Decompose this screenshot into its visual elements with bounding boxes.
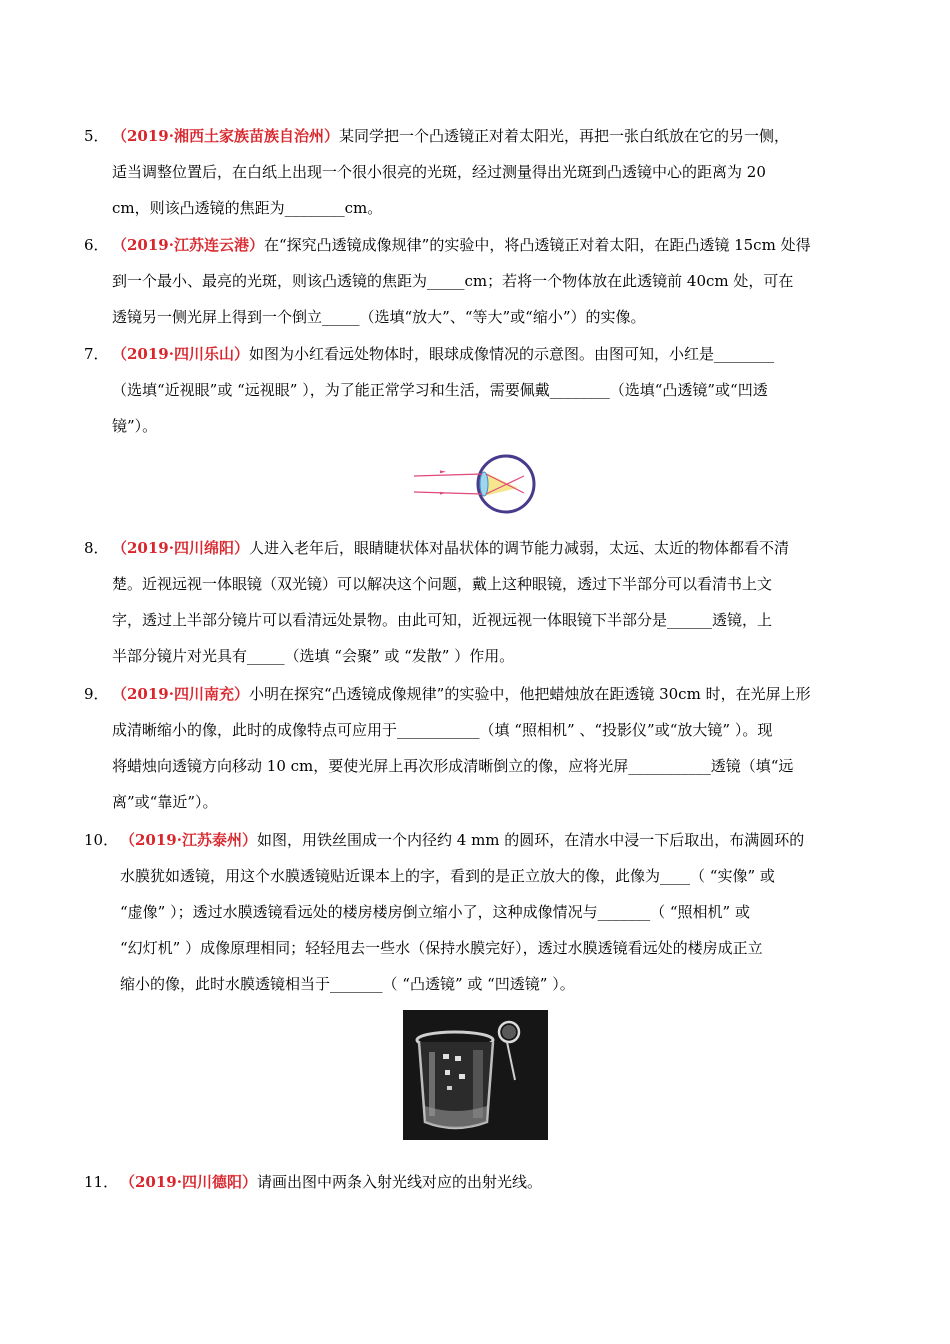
- question-line: 适当调整位置后，在白纸上出现一个很小很亮的光斑，经过测量得出光斑到凸透镜中心的距离为 20: [112, 163, 766, 181]
- question-source: （2019·四川德阳）: [120, 1173, 257, 1191]
- arrow-head-top: [440, 470, 446, 473]
- question-11: [84, 1164, 864, 1200]
- question-line: 半部分镜片对光具有_____（选填 “会聚” 或 “发散” ）作用。: [112, 647, 515, 665]
- question-5: [84, 118, 864, 226]
- question-line: 镜”）。: [112, 417, 158, 435]
- question-line: “虚像” ）；透过水膜透镜看远处的楼房楼房倒立缩小了，这种成像情况与_______（ “照相机” 或: [120, 903, 750, 921]
- question-line: [84, 118, 864, 154]
- beaker-mark: [455, 1056, 461, 1061]
- water-film: [502, 1025, 516, 1039]
- question-line: 水膜犹如透镜，用这个水膜透镜贴近课本上的字，看到的是正立放大的像，此像为____（ “实像” 或: [120, 867, 775, 885]
- question-text: 请画出图中两条入射光线对应的出射光线。: [256, 1173, 542, 1191]
- eye-lens: [480, 472, 488, 496]
- question-line: 离”或“靠近”）。: [112, 793, 218, 811]
- question-line: 将蜡烛向透镜方向移动 10 cm，要使光屏上再次形成清晰倒立的像，应将光屏___________透镜（填“远: [112, 757, 794, 775]
- question-number: 8．: [84, 539, 109, 557]
- question-text: 如图，用铁丝围成一个内径约 4 mm 的圆环，在清水中浸一下后取出，布满圆环的: [256, 831, 805, 849]
- question-line: 字，透过上半部分镜片可以看清远处景物。由此可知，近视远视一体眼镜下半部分是______透镜，上: [112, 611, 773, 629]
- question-source: （2019·四川绵阳）: [112, 539, 249, 557]
- question-line: [84, 1164, 864, 1200]
- question-number: 7．: [84, 345, 109, 363]
- question-7: [84, 336, 864, 444]
- beaker-mark: [459, 1074, 465, 1079]
- question-source: （2019·江苏泰州）: [120, 831, 257, 849]
- question-line: [84, 676, 864, 712]
- question-line: [84, 336, 864, 372]
- question-line: 透镜另一侧光屏上得到一个倒立_____（选填“放大”、“等大”或“缩小”）的实像。: [112, 308, 646, 326]
- question-line: [84, 227, 864, 263]
- question-line: 楚。近视远视一体眼镜（双光镜）可以解决这个问题，戴上这种眼镜，透过下半部分可以看清书上文: [112, 575, 773, 593]
- incident-ray-bottom: [414, 492, 482, 494]
- question-text: 在“探究凸透镜成像规律”的实验中，将凸透镜正对着太阳，在距凸透镜 15cm 处得: [263, 236, 811, 254]
- question-6: [84, 227, 864, 335]
- question-line: （选填“近视眼”或 “远视眼” ），为了能正常学习和生活，需要佩戴________（选填“凸透镜”或“凹透: [112, 381, 768, 399]
- question-text: 某同学把一个凸透镜正对着太阳光，再把一张白纸放在它的另一侧，: [338, 127, 789, 145]
- question-line: 缩小的像，此时水膜透镜相当于_______（ “凸透镜” 或 “凹透镜” ）。: [120, 975, 575, 993]
- question-number: 10．: [84, 831, 119, 849]
- eye-diagram-svg: [412, 452, 536, 516]
- eye-diagram: [412, 452, 536, 516]
- beaker-highlight: [429, 1052, 435, 1116]
- beaker-mark: [443, 1054, 449, 1059]
- question-text: 小明在探究“凸透镜成像规律”的实验中，他把蜡烛放在距透镜 30cm 时，在光屏上形: [248, 685, 811, 703]
- question-text: 如图为小红看远处物体时，眼球成像情况的示意图。由图可知，小红是________: [248, 345, 774, 363]
- question-line: cm，则该凸透镜的焦距为________cm。: [112, 199, 383, 217]
- question-line: “幻灯机” ）成像原理相同；轻轻甩去一些水（保持水膜完好），透过水膜透镜看远处的楼房成正立: [120, 939, 763, 957]
- question-source: （2019·四川乐山）: [112, 345, 249, 363]
- question-source: （2019·四川南充）: [112, 685, 249, 703]
- water-film-photo-svg: [403, 1010, 548, 1140]
- question-number: 5．: [84, 127, 109, 145]
- question-line: 到一个最小、最亮的光斑，则该凸透镜的焦距为_____cm；若将一个物体放在此透镜前 40cm 处，可在: [112, 272, 794, 290]
- question-10: [84, 822, 864, 1002]
- question-8: [84, 530, 864, 674]
- beaker-mark: [447, 1086, 452, 1090]
- water-film-photo: [403, 1010, 548, 1140]
- question-9: [84, 676, 864, 820]
- incident-ray-top: [414, 474, 482, 476]
- question-number: 11．: [84, 1173, 119, 1191]
- question-text: 人进入老年后，眼睛睫状体对晶状体的调节能力减弱，太远、太近的物体都看不清: [248, 539, 789, 557]
- question-line: [84, 530, 864, 566]
- question-line: 成清晰缩小的像，此时的成像特点可应用于___________（填 “照相机” 、“投影仪”或“放大镜” ）。现: [112, 721, 773, 739]
- question-number: 6．: [84, 236, 109, 254]
- beaker-mark: [445, 1070, 450, 1075]
- question-line: [84, 822, 864, 858]
- question-number: 9．: [84, 685, 109, 703]
- question-source: （2019·湘西土家族苗族自治州）: [112, 127, 339, 145]
- question-source: （2019·江苏连云港）: [112, 236, 264, 254]
